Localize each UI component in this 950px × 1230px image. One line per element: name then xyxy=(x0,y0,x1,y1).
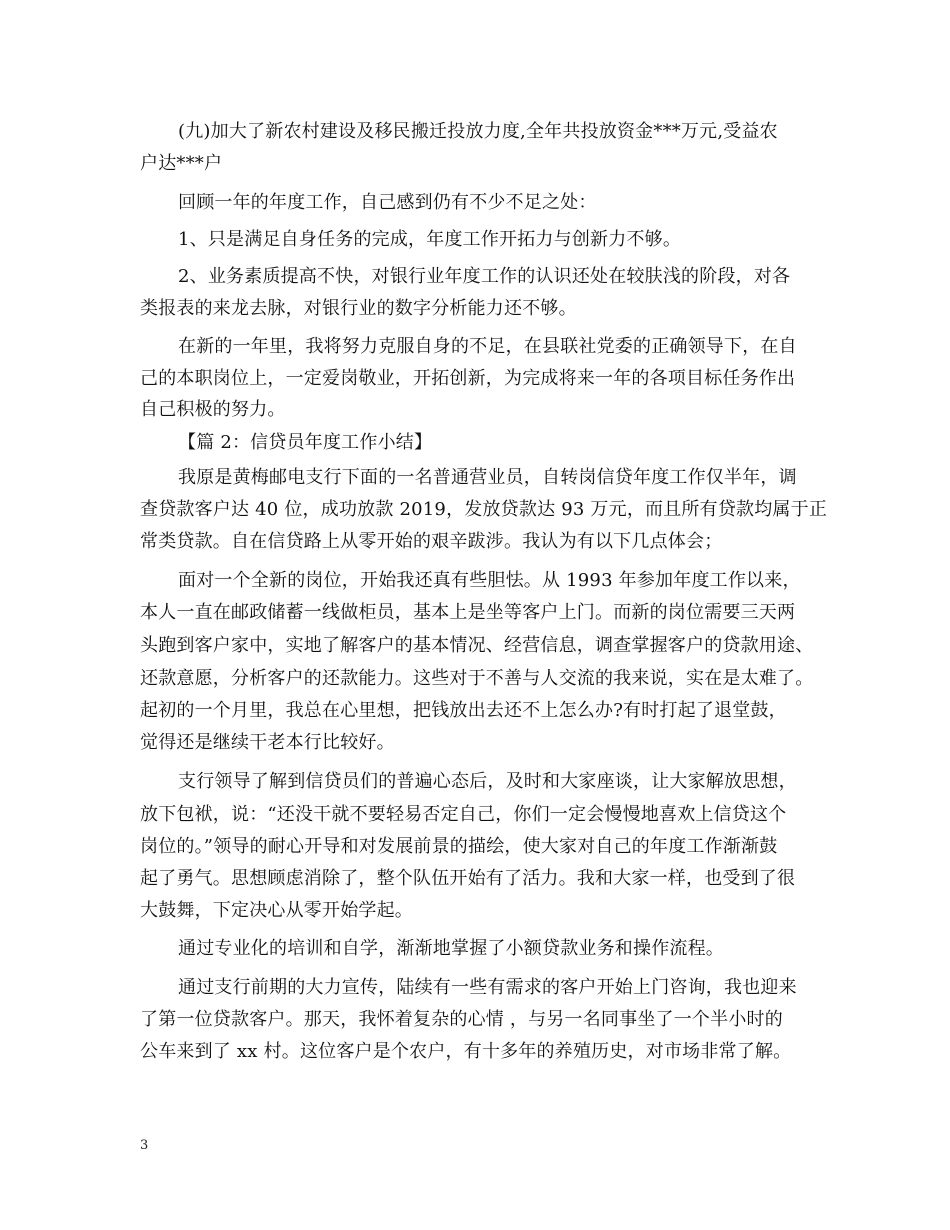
text-line-7: 在新的一年里，我将努力克服自身的不足，在县联社党委的正确领导下，在自 xyxy=(178,336,797,357)
text-line-17: 还款意愿，分析客户的还款能力。这些对于不善与人交流的我来说，实在是太难了。 xyxy=(140,668,814,689)
text-line-16: 头跑到客户家中，实地了解客户的基本情况、经营信息，调查掌握客户的贷款用途、 xyxy=(140,635,814,656)
text-line-9: 自己积极的努力。 xyxy=(140,399,286,420)
text-line-24: 大鼓舞，下定决心从零开始学起。 xyxy=(140,900,413,921)
text-line-20: 支行领导了解到信贷员们的普遍心态后，及时和大家座谈，让大家解放思想， xyxy=(178,771,797,792)
text-line-14: 面对一个全新的岗位，开始我还真有些胆怯。从 1993 年参加年度工作以来， xyxy=(178,570,801,591)
text-line-18: 起初的一个月里，我总在心里想，把钱放出去还不上怎么办?有时打起了退堂鼓， xyxy=(140,700,787,721)
text-line-8: 己的本职岗位上，一定爱岗敬业，开拓创新，为完成将来一年的各项目标任务作出 xyxy=(140,368,796,389)
text-line-26: 通过支行前期的大力宣传，陆续有一些有需求的客户开始上门咨询，我也迎来 xyxy=(178,977,797,998)
text-line-19: 觉得还是继续干老本行比较好。 xyxy=(140,732,395,753)
page-number: 3 xyxy=(140,1138,149,1153)
text-line-3: 回顾一年的年度工作，自己感到仍有不少不足之处： xyxy=(178,192,597,213)
text-line-1: (九)加大了新农村建设及移民搬迁投放力度,全年共投放资金***万元,受益农 xyxy=(178,121,778,142)
text-line-4: 1、只是满足自身任务的完成，年度工作开拓力与创新力不够。 xyxy=(178,229,682,250)
text-line-6: 类报表的来龙去脉，对银行业的数字分析能力还不够。 xyxy=(140,298,577,319)
section-heading: 【篇 2：信贷员年度工作小结】 xyxy=(178,432,433,453)
text-line-13: 常类贷款。自在信贷路上从零开始的艰辛跋涉。我认为有以下几点体会； xyxy=(140,531,723,552)
text-line-22: 岗位的。”领导的耐心开导和对发展前景的描绘，使大家对自己的年度工作渐渐鼓 xyxy=(140,836,778,857)
text-line-27: 了第一位贷款客户。那天，我怀着复杂的心情 ，与另一名同事坐了一个半小时的 xyxy=(140,1009,783,1030)
text-line-25: 通过专业化的培训和自学，渐渐地掌握了小额贷款业务和操作流程。 xyxy=(178,938,724,959)
text-line-23: 起了勇气。思想顾虑消除了，整个队伍开始有了活力。我和大家一样，也受到了很 xyxy=(140,868,796,889)
text-line-2: 户达***户 xyxy=(140,153,223,174)
text-line-28: 公车来到了 xx 村。这位客户是个农户，有十多年的养殖历史，对市场非常了解。 xyxy=(140,1041,792,1062)
text-line-12: 查贷款客户达 40 位，成功放款 2019，发放贷款达 93 万元，而且所有贷款均属于正 xyxy=(140,499,828,520)
text-line-21: 放下包袱，说：“还没干就不要轻易否定自己，你们一定会慢慢地喜欢上信贷这个 xyxy=(140,804,787,825)
text-line-5: 2、业务素质提高不快，对银行业年度工作的认识还处在较肤浅的阶段，对各 xyxy=(178,266,791,287)
text-line-15: 本人一直在邮政储蓄一线做柜员，基本上是坐等客户上门。而新的岗位需要三天两 xyxy=(140,602,796,623)
text-line-11: 我原是黄梅邮电支行下面的一名普通营业员，自转岗信贷年度工作仅半年，调 xyxy=(178,467,797,488)
